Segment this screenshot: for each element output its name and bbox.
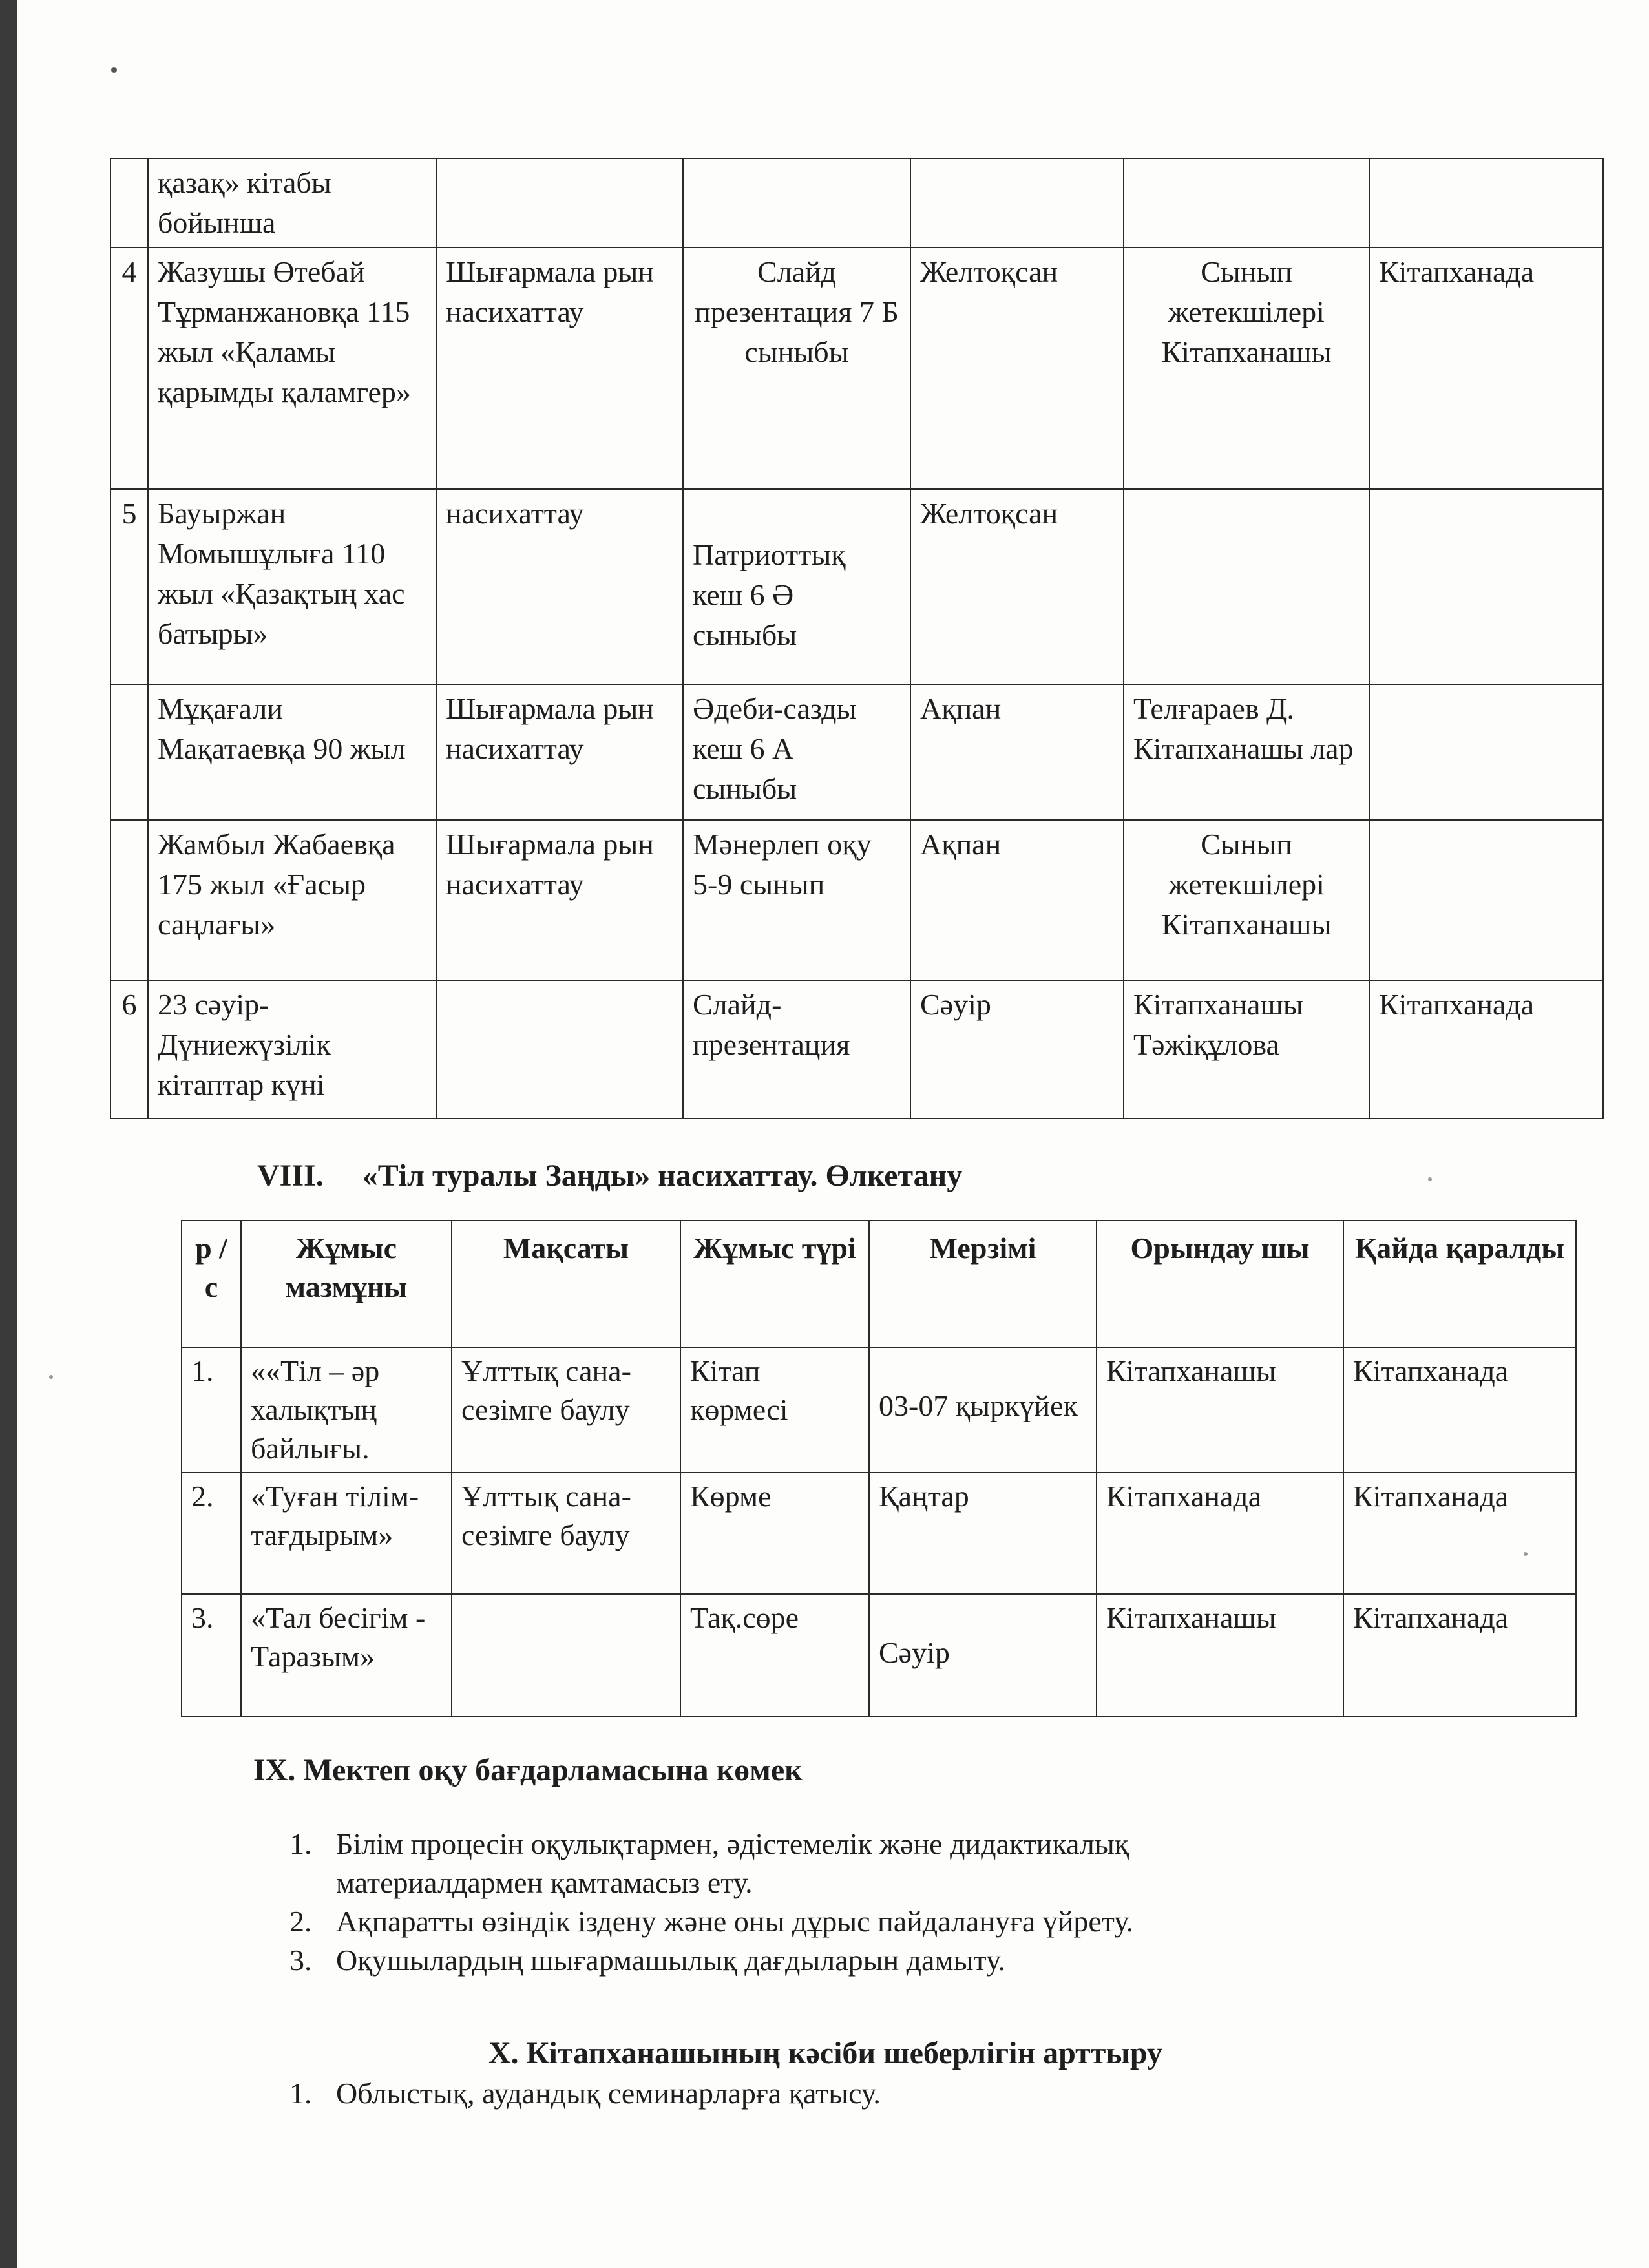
- row-responsible: [1124, 158, 1369, 247]
- header-number: р /с: [182, 1221, 241, 1347]
- row-topic: Жамбыл Жабаевқа 175 жыл «Ғасыр саңлағы»: [148, 820, 436, 980]
- row-topic: қазақ» кітабы бойынша: [148, 158, 436, 247]
- list-item-number: 2.: [289, 1905, 312, 1938]
- list-item-text: Облыстық, аудандық семинарларға қатысу.: [336, 2077, 881, 2110]
- row-form: [683, 158, 910, 247]
- row-number: 1.: [182, 1347, 241, 1473]
- row-goal: Шығармала рын насихаттау: [436, 684, 683, 820]
- section-9-heading: IX. Мектеп оқу бағдарламасына көмек: [253, 1753, 803, 1787]
- table-header-row: [182, 1221, 1576, 1347]
- scan-border: [0, 0, 17, 2268]
- scan-speck: [111, 67, 117, 73]
- header-place: Қайда қаралды: [1343, 1221, 1576, 1347]
- row-goal: Шығармала рын насихаттау: [436, 247, 683, 489]
- row-number: 4: [110, 247, 148, 489]
- row-responsible: Телғараев Д. Кітапханашы лар: [1124, 684, 1369, 820]
- row-date: Сәуір: [910, 980, 1124, 1118]
- row-date: Сәуір: [869, 1594, 1097, 1717]
- row-goal: [436, 980, 683, 1118]
- list-item: [289, 1941, 1323, 1980]
- header-responsible: Орындау шы: [1097, 1221, 1343, 1347]
- table-row: [110, 247, 1603, 489]
- row-goal: [452, 1594, 680, 1717]
- row-type: Кітап көрмесі: [680, 1347, 869, 1473]
- row-content: ««Тіл – әр халықтың байлығы.: [241, 1347, 452, 1473]
- row-date: Қаңтар: [869, 1473, 1097, 1594]
- table-row: [110, 684, 1603, 820]
- table-row: [110, 158, 1603, 247]
- row-topic: 23 сәуір- Дүниежүзілік кітаптар күні: [148, 980, 436, 1118]
- list-item-number: 3.: [289, 1944, 312, 1977]
- row-responsible: Сынып жетекшілері Кітапханашы: [1124, 820, 1369, 980]
- scan-speck: [1428, 1177, 1432, 1181]
- header-type: Жұмыс түрі: [680, 1221, 869, 1347]
- row-place: [1369, 684, 1603, 820]
- row-content: «Тал бесігім - Таразым»: [241, 1594, 452, 1717]
- row-number: [110, 158, 148, 247]
- list-item-text: Оқушылардың шығармашылық дағдыларын дамыту.: [336, 1944, 1005, 1977]
- list-item-text: Ақпаратты өзіндік іздену және оны дұрыс пайдалануға үйрету.: [336, 1905, 1134, 1938]
- row-date: Ақпан: [910, 684, 1124, 820]
- scan-speck: [49, 1375, 53, 1379]
- list-item: [289, 2074, 1388, 2113]
- row-goal: Шығармала рын насихаттау: [436, 820, 683, 980]
- row-goal: Ұлттық сана-сезімге баулу: [452, 1347, 680, 1473]
- row-place: [1369, 158, 1603, 247]
- table-row: [110, 980, 1603, 1118]
- list-item-number: 1.: [289, 2077, 312, 2110]
- row-topic: Жазушы Өтебай Тұрманжановқа 115 жыл «Қаламы қарымды қаламгер»: [148, 247, 436, 489]
- list-item: [289, 1902, 1323, 1941]
- row-responsible: Кітапханада: [1097, 1473, 1343, 1594]
- row-content: «Туған тілім-тағдырым»: [241, 1473, 452, 1594]
- row-responsible: [1124, 489, 1369, 684]
- row-form: Патриоттық кеш 6 Ә сыныбы: [683, 489, 910, 684]
- row-place: [1369, 489, 1603, 684]
- list-item-number: 1.: [289, 1827, 312, 1860]
- row-goal: Ұлттық сана-сезімге баулу: [452, 1473, 680, 1594]
- row-number: 5: [110, 489, 148, 684]
- row-topic: Бауыржан Момышұлыға 110 жыл «Қазақтың хас батыры»: [148, 489, 436, 684]
- row-date: Желтоқсан: [910, 489, 1124, 684]
- row-place: Кітапханада: [1343, 1594, 1576, 1717]
- row-date: Ақпан: [910, 820, 1124, 980]
- section-9-list: [289, 1825, 1323, 1980]
- row-place: Кітапханада: [1343, 1347, 1576, 1473]
- row-place: Кітапханада: [1369, 980, 1603, 1118]
- row-responsible: Кітапханашы: [1097, 1347, 1343, 1473]
- row-responsible: Кітапханашы: [1097, 1594, 1343, 1717]
- row-goal: [436, 158, 683, 247]
- row-form: Әдеби-сазды кеш 6 А сыныбы: [683, 684, 910, 820]
- table-row: [110, 489, 1603, 684]
- row-date: [910, 158, 1124, 247]
- header-goal: Мақсаты: [452, 1221, 680, 1347]
- row-number: 6: [110, 980, 148, 1118]
- row-form: Слайд презентация 7 Б сыныбы: [683, 247, 910, 489]
- row-form: Слайд- презентация: [683, 980, 910, 1118]
- section-10-heading: X. Кітапханашының кәсіби шеберлігін арттыру: [488, 2036, 1162, 2070]
- row-date: Желтоқсан: [910, 247, 1124, 489]
- row-responsible: Кітапханашы Тәжіқұлова: [1124, 980, 1369, 1118]
- section-10-list: [289, 2074, 1388, 2113]
- row-number: [110, 684, 148, 820]
- row-place: Кітапханада: [1343, 1473, 1576, 1594]
- header-date: Мерзімі: [869, 1221, 1097, 1347]
- row-goal: насихаттау: [436, 489, 683, 684]
- table-row: [182, 1473, 1576, 1594]
- row-topic: Мұқағали Мақатаевқа 90 жыл: [148, 684, 436, 820]
- row-type: Тақ.сөре: [680, 1594, 869, 1717]
- row-responsible: Сынып жетекшілері Кітапханашы: [1124, 247, 1369, 489]
- list-item-text: Білім процесін оқулықтармен, әдістемелік және дидактикалық материалдармен қамтамасыз ету.: [336, 1827, 1129, 1899]
- row-place: Кітапханада: [1369, 247, 1603, 489]
- language-law-table: [181, 1220, 1577, 1717]
- row-type: Көрме: [680, 1473, 869, 1594]
- section-8-heading: VIII. «Тіл туралы Заңды» насихаттау. Өлкетану: [257, 1159, 963, 1193]
- events-table: [110, 158, 1604, 1119]
- table-row: [110, 820, 1603, 980]
- table-row: [182, 1594, 1576, 1717]
- row-number: 2.: [182, 1473, 241, 1594]
- row-number: 3.: [182, 1594, 241, 1717]
- row-place: [1369, 820, 1603, 980]
- row-number: [110, 820, 148, 980]
- header-content: Жұмыс мазмұны: [241, 1221, 452, 1347]
- row-date: 03-07 қыркүйек: [869, 1347, 1097, 1473]
- list-item: [289, 1825, 1323, 1902]
- table-row: [182, 1347, 1576, 1473]
- row-form: Мәнерлеп оқу 5-9 сынып: [683, 820, 910, 980]
